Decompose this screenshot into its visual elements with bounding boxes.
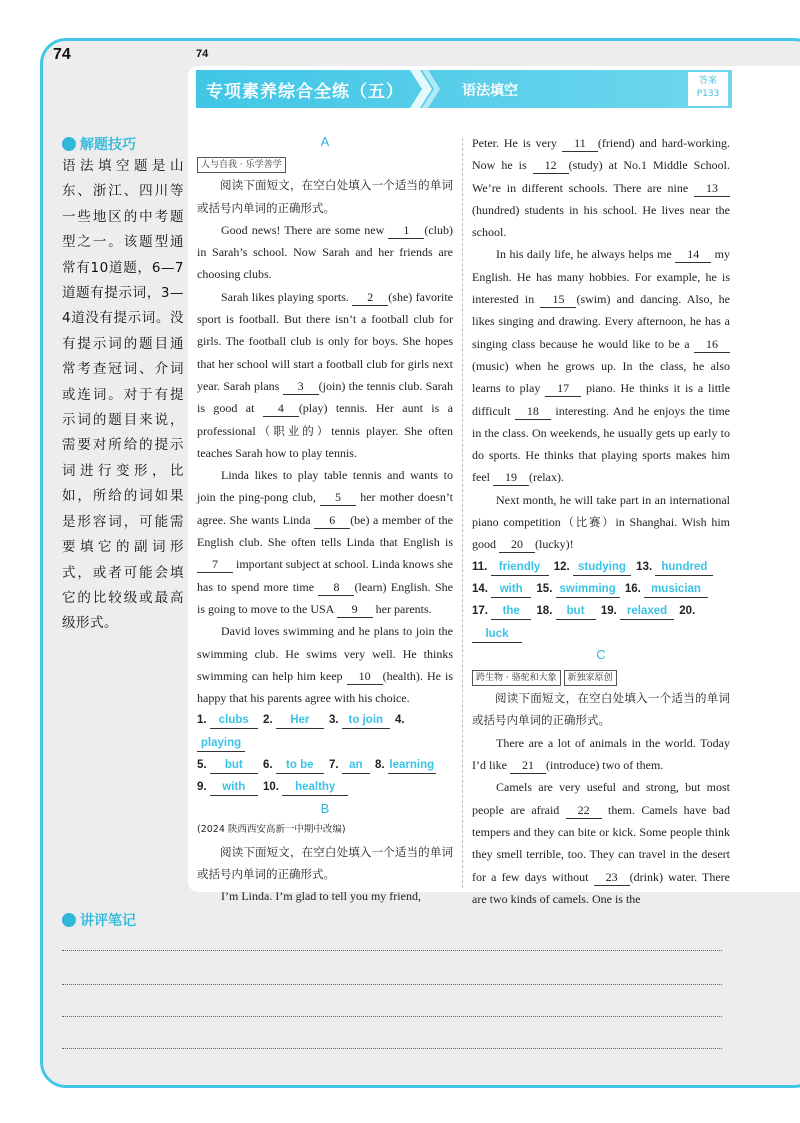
answer: with xyxy=(210,780,258,796)
section-b-source: (2024 陕西西安高新一中期中改编) xyxy=(197,823,346,835)
tips-title: 解题技巧 xyxy=(80,137,136,153)
column-divider xyxy=(462,138,463,888)
section-a-paragraph: Good news! There are some new 1 (club) in Sarah’s school. Now Sarah and her friends are choosing clubs. xyxy=(197,222,453,282)
answer: Her xyxy=(276,713,324,729)
section-a-paragraph: Sarah likes playing sports. 2 (she) favorite sport is football. But there isn’t a football club for girls. The football club is only for boys. She hopes that her school will start a football club for girls next year. Sarah plans 3 (join) the tennis club. Sarah is good at 4 (play) tennis. Her aunt is a professional（职业的）tennis player. She often teaches Sarah how to play tennis. xyxy=(197,289,454,460)
answer: healthy xyxy=(282,780,348,796)
section-b-paragraph: Peter. He is very 11 (friend) and hard-working. Now he is 12 (study) at No.1 Middle School. We’re in different schools. There are nine 13(hundred) students in his school. He lives near the school. xyxy=(472,136,731,240)
banner-subtitle: 语法填空 xyxy=(462,83,518,99)
pencil-icon xyxy=(62,913,76,927)
answer: musician xyxy=(644,582,708,598)
section-c-instruction: 阅读下面短文，在空白处填入一个适当的单词或括号内单词的正确形式。 xyxy=(472,691,730,728)
blank[interactable]: 5 xyxy=(320,490,356,506)
blank[interactable]: 10 xyxy=(347,669,383,685)
answer-row: 1. clubs 2. Her 3. to join 4. playing xyxy=(197,709,453,754)
blank[interactable]: 1 xyxy=(388,223,424,239)
answer-reference xyxy=(688,72,728,106)
section-c-paragraph: Camels are very useful and strong, but most people are afraid 22 them. Camels have bad tempers and they can bite or kick. Some people think they smell terrible, too. They can travel in the desert for a few days without 23 (drink) water. There are two kinds of camels. One is the xyxy=(472,780,730,906)
note-line[interactable] xyxy=(62,950,722,951)
tips-heading xyxy=(62,134,136,154)
page-number-small: 74 xyxy=(196,48,209,60)
answer: friendly xyxy=(491,560,549,576)
answer: swimming xyxy=(556,582,620,598)
section-c-tag: 跨生物 · 骆驼和大象 xyxy=(472,670,561,686)
answer: playing xyxy=(197,736,245,752)
answer: clubs xyxy=(210,713,258,729)
answer-page: P133 xyxy=(696,89,720,99)
answer: to be xyxy=(276,758,324,774)
section-c-paragraph: There are a lot of animals in the world. Today I’d like 21 (introduce) two of them. xyxy=(472,735,730,773)
answer: the xyxy=(491,604,531,620)
answer: an xyxy=(342,758,370,774)
answer: relaxed xyxy=(620,604,674,620)
blank[interactable]: 6 xyxy=(314,513,350,529)
section-a-paragraph: David loves swimming and he plans to join the swimming club. He swims very well. He thinks swimming can help him keep 10 (health). He is happy that his parents agree with his choice. xyxy=(197,624,454,706)
section-b-instruction: 阅读下面短文，在空白处填入一个适当的单词或括号内单词的正确形式。 xyxy=(197,844,453,881)
blank[interactable]: 17 xyxy=(545,381,581,397)
right-column xyxy=(472,132,730,910)
blank[interactable]: 20 xyxy=(499,537,535,553)
answer: but xyxy=(210,758,258,774)
section-a-paragraph: Linda likes to play table tennis and wants to join the ping-pong club, 5 her mother doesn’t agree. She wants Linda 6 (be) a member of the English club. She often tells Linda that English is 7 important subject at school. Linda knows she has to spend more time 8 (learn) English. She is going to move to the USA 9 her parents. xyxy=(197,468,454,616)
page-number: 74 xyxy=(53,46,71,63)
answer: learning xyxy=(388,758,436,774)
note-line[interactable] xyxy=(62,1016,722,1017)
blank[interactable]: 16 xyxy=(694,337,730,353)
answer: with xyxy=(491,582,531,598)
section-a-label: A xyxy=(320,134,330,149)
blank[interactable]: 8 xyxy=(318,580,354,596)
section-a-tag: 人与自我 · 乐学善学 xyxy=(197,157,286,173)
blank[interactable]: 3 xyxy=(283,379,319,395)
blank[interactable]: 4 xyxy=(263,401,299,417)
lightbulb-icon xyxy=(62,137,76,151)
answer: to join xyxy=(342,713,390,729)
answer: hundred xyxy=(655,560,713,576)
answer-row: 17. the 18. but 19. relaxed 20. luck xyxy=(472,600,730,645)
blank[interactable]: 21 xyxy=(510,758,546,774)
chevron-right-icon xyxy=(410,70,440,108)
answer-row: 5. but 6. to be 7. an 8. learning xyxy=(197,754,453,776)
answer-label: 答案 xyxy=(698,76,717,86)
section-a-instruction: 阅读下面短文，在空白处填入一个适当的单词或括号内单词的正确形式。 xyxy=(197,178,453,215)
tips-body: 语法填空题是山东、浙江、四川等一些地区的中考题型之一。该题型通常有10道题，6—7道题有提示词，3—4道没有提示词。没有提示词的题目通常考查冠词、介词或连词。对于有提示词的题目来说，需要对所给的提示词进行变形，比如，所给的词如果是形容词，可能需要填它的副词形式，或者可能会填它的比较级或最高级形式。 xyxy=(62,158,184,632)
blank[interactable]: 14 xyxy=(675,247,711,263)
section-b-paragraph: In his daily life, he always helps me 14 my English. He has many hobbies. For example, he is interested in 15 (swim) and dancing. Also, he likes singing and drawing. Every afternoon, he has a singing class because he would like to be a 16(music) when he grows up. In the class, he also learns to play 17 piano. He thinks it is a little difficult 18 interesting. And he enjoys the time in the class. On weekends, he usually gets up early to do sports. He thinks that playing sports makes him feel 19 (relax). xyxy=(472,247,731,485)
blank[interactable]: 23 xyxy=(594,870,630,886)
blank[interactable]: 19 xyxy=(493,470,529,486)
section-c-tag-original: 新独家原创 xyxy=(564,670,617,686)
answer: but xyxy=(556,604,596,620)
notes-title: 讲评笔记 xyxy=(80,913,136,929)
blank[interactable]: 7 xyxy=(197,557,233,573)
blank[interactable]: 22 xyxy=(566,803,602,819)
note-line[interactable] xyxy=(62,1048,722,1049)
answer: studying xyxy=(573,560,631,576)
blank[interactable]: 9 xyxy=(337,602,373,618)
blank[interactable]: 15 xyxy=(540,292,576,308)
notes-heading xyxy=(62,910,136,930)
blank[interactable]: 13 xyxy=(694,181,730,197)
answer-row: 11. friendly 12. studying 13. hundred xyxy=(472,556,730,578)
answer-row: 14. with 15. swimming 16. musician xyxy=(472,578,730,600)
section-b-label: B xyxy=(320,800,330,816)
answer: luck xyxy=(472,627,522,643)
section-b-paragraph-start: I’m Linda. I’m glad to tell you my friend, xyxy=(221,889,421,904)
section-c-label: C xyxy=(596,646,606,662)
answer-row: 9. with 10. healthy xyxy=(197,776,453,798)
note-line[interactable] xyxy=(62,984,722,985)
blank[interactable]: 2 xyxy=(352,290,388,306)
blank[interactable]: 18 xyxy=(515,404,551,420)
left-column xyxy=(197,132,453,908)
blank[interactable]: 12 xyxy=(533,158,569,174)
section-b-paragraph: Next month, he will take part in an international piano competition（比赛）in Shanghai. Wish him good 20 (lucky)! xyxy=(472,492,731,552)
blank[interactable]: 11 xyxy=(562,136,598,152)
banner-title: 专项素养综合全练（五） xyxy=(206,82,404,102)
